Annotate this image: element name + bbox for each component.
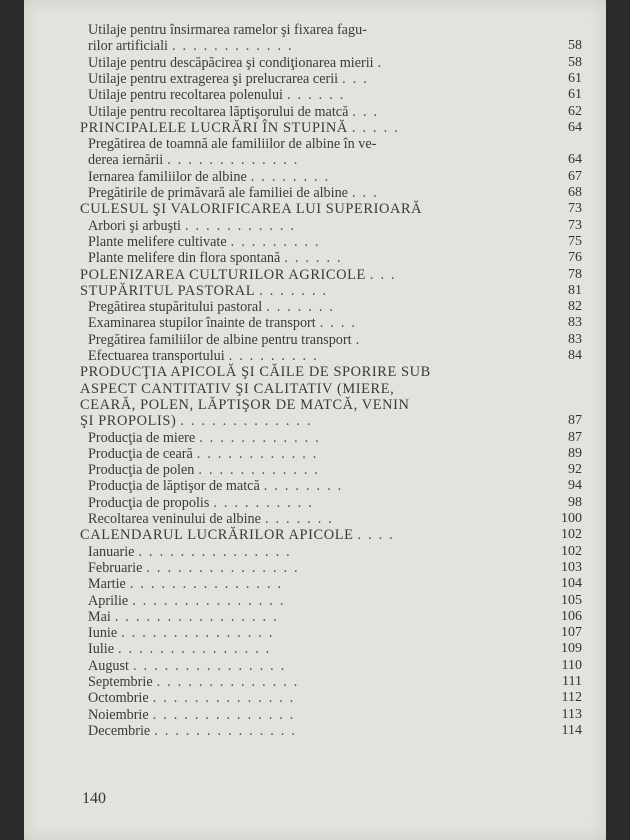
toc-leader-dots: ...............	[138, 543, 297, 560]
toc-entry	[88, 641, 594, 657]
toc-page-number: 94	[568, 478, 582, 494]
toc-leader-dots: .......	[259, 282, 334, 299]
toc-entry	[88, 511, 594, 527]
toc-entry-title: Utilaje pentru descăpăcirea şi condiţionarea mierii	[88, 54, 374, 71]
toc-page-number: 58	[568, 54, 582, 70]
toc-leader-dots: ............	[198, 462, 325, 479]
toc-entry-title: PRODUCŢIA APICOLĂ ŞI CĂILE DE SPORIRE SUB	[80, 364, 431, 381]
toc-page-number: 89	[568, 445, 582, 461]
toc-leader-dots: .........	[230, 233, 326, 250]
toc-entry-title: Februarie	[88, 559, 143, 576]
toc-entry	[88, 462, 594, 478]
toc-entry	[88, 495, 594, 511]
toc-entry-title: Efectuarea transportului	[88, 348, 225, 364]
toc-page-number: 68	[568, 185, 582, 200]
toc-entry-title: Utilaje pentru extragerea şi prelucrarea cerii	[88, 70, 339, 87]
toc-section-heading	[80, 527, 594, 543]
toc-entry-title: Arbori şi arbuşti	[88, 217, 181, 234]
toc-page-number: 110	[561, 657, 582, 673]
toc-leader-dots: ...............	[146, 559, 305, 576]
toc-page-number: 87	[568, 413, 582, 429]
toc-entry-title: Iunie	[88, 625, 118, 642]
toc-leader-dots: ...............	[121, 625, 280, 642]
toc-section-heading	[80, 201, 594, 217]
toc-entry	[88, 332, 594, 348]
toc-entry-title: PRINCIPALELE LUCRĂRI ÎN STUPINĂ	[80, 119, 348, 136]
toc-leader-dots: ..........	[213, 494, 319, 511]
toc-entry	[88, 658, 594, 674]
toc-leader-dots: .......	[266, 299, 340, 316]
toc-entry-title: Pregătirea familiilor de albine pentru transport	[88, 331, 352, 348]
toc-section-heading	[80, 381, 594, 397]
toc-entry-title: Producţia de propolis	[88, 494, 210, 511]
toc-page-number: 64	[568, 152, 582, 168]
toc-entry-title: Aprilie	[88, 592, 129, 609]
toc-entry	[88, 299, 594, 315]
toc-page-number: 102	[561, 527, 582, 543]
toc-entry	[88, 707, 594, 723]
toc-entry	[88, 446, 594, 462]
toc-leader-dots: ........	[263, 478, 349, 495]
toc-page-number: 102	[561, 543, 582, 559]
toc-entry-title: Utilaje pentru recoltarea lăptişorului de matcă	[88, 103, 349, 120]
toc-leader-dots: ...	[342, 70, 374, 87]
toc-section-heading	[80, 120, 594, 136]
toc-page-number: 107	[561, 625, 582, 641]
toc-leader-dots: ......	[284, 250, 348, 267]
toc-entry-title: ŞI PROPOLIS)	[80, 413, 177, 430]
toc-leader-dots: .	[377, 54, 389, 71]
toc-entry	[88, 625, 594, 641]
toc-entry-title: Pregătirile de primăvară ale familiei de albine	[88, 185, 348, 201]
toc-leader-dots: ...	[351, 185, 384, 201]
toc-entry-title: Utilaje pentru însirmarea ramelor şi fixarea fagu-	[88, 22, 367, 38]
toc-entry-title: Iernarea familiilor de albine	[88, 168, 247, 185]
toc-page-number: 58	[568, 38, 582, 54]
toc-entry	[88, 55, 594, 71]
toc-leader-dots: .........	[228, 348, 324, 364]
toc-entry-title: Producţia de ceară	[88, 445, 193, 462]
toc-entry-title: August	[88, 657, 129, 674]
toc-leader-dots: ............	[199, 429, 326, 446]
toc-page-number: 61	[568, 70, 582, 86]
toc-entry-title: CALENDARUL LUCRĂRILOR APICOLE	[80, 527, 354, 544]
toc-leader-dots: ...	[352, 103, 385, 120]
toc-page-number: 75	[568, 233, 582, 249]
toc-entry-title: Examinarea stupilor înainte de transport	[88, 315, 316, 332]
toc-entry-title: Octombrie	[88, 690, 149, 707]
toc-entry	[88, 22, 594, 38]
toc-page-number: 64	[568, 119, 582, 135]
toc-page-number: 61	[568, 87, 582, 103]
toc-entry	[88, 250, 594, 266]
toc-page-number: 78	[568, 266, 582, 282]
toc-page-number: 114	[561, 722, 582, 738]
toc-entry	[88, 430, 594, 446]
toc-entry-title: Iulie	[88, 641, 114, 658]
toc-entry-title: Septembrie	[88, 674, 153, 690]
toc-entry	[88, 544, 594, 560]
toc-page-number: 83	[568, 315, 582, 331]
toc-entry	[88, 152, 594, 168]
toc-page-number: 62	[568, 103, 582, 119]
toc-entry	[88, 348, 594, 364]
toc-entry	[88, 723, 594, 739]
toc-entry-title: rilor artificiali	[88, 38, 168, 55]
toc-entry-title: Utilaje pentru recoltarea polenului	[88, 87, 283, 104]
toc-leader-dots: ...	[369, 266, 402, 283]
toc-entry-title: ASPECT CANTITATIV ŞI CALITATIV (MIERE,	[80, 380, 395, 397]
toc-leader-dots: ............	[171, 38, 299, 55]
toc-entry	[88, 478, 594, 494]
toc-entry	[88, 674, 594, 690]
toc-entry-title: CULESUL ŞI VALORIFICAREA LUI SUPERIOARĂ	[80, 201, 423, 218]
toc-entry-title: Plante melifere cultivate	[88, 233, 227, 250]
toc-entry	[88, 169, 594, 185]
toc-leader-dots: ...........	[185, 217, 302, 234]
toc-page-number: 67	[568, 168, 582, 184]
toc-entry-title: Decembrie	[88, 722, 151, 739]
toc-leader-dots: .....	[351, 119, 405, 136]
toc-section-heading	[80, 397, 594, 413]
toc-page-number: 81	[568, 282, 582, 298]
toc-leader-dots: ..............	[156, 674, 305, 690]
toc-page-number: 83	[568, 331, 582, 347]
toc-entry-title: Pregătirea stupăritului pastoral	[88, 299, 263, 316]
toc-leader-dots: ...............	[132, 592, 291, 609]
toc-page-number: 109	[561, 641, 582, 657]
toc-entry	[88, 234, 594, 250]
toc-page-number: 92	[568, 462, 582, 478]
toc-leader-dots: ................	[114, 608, 284, 625]
toc-leader-dots: .............	[167, 152, 305, 169]
toc-page-number: 73	[568, 217, 582, 233]
toc-section-heading	[80, 364, 594, 380]
toc-entry-title: CEARĂ, POLEN, LĂPTIŞOR DE MATCĂ, VENIN	[80, 396, 410, 413]
toc-page-number: 100	[561, 511, 582, 526]
toc-entry	[88, 136, 594, 152]
toc-leader-dots: ..............	[152, 690, 301, 707]
toc-entry	[88, 576, 594, 592]
toc-entry-title: derea iernării	[88, 152, 164, 169]
toc-leader-dots: ...............	[133, 657, 292, 674]
toc-entry-title: POLENIZAREA CULTURILOR AGRICOLE	[80, 266, 366, 283]
toc-entry	[88, 218, 594, 234]
toc-entry-title: Producţia de miere	[88, 429, 196, 446]
toc-page-number: 105	[561, 592, 582, 608]
toc-page-number: 87	[568, 429, 582, 445]
toc-entry	[88, 104, 594, 120]
toc-entry-title: Pregătirea de toamnă ale familiilor de albine în ve-	[88, 136, 377, 153]
toc-entry-title: Martie	[88, 576, 126, 593]
toc-entry	[88, 38, 594, 54]
toc-leader-dots: .............	[180, 413, 318, 430]
toc-entry	[88, 690, 594, 706]
toc-entry	[88, 71, 594, 87]
toc-entry-title: Plante melifere din flora spontană	[88, 250, 281, 267]
toc-entry-title: Producţia de polen	[88, 462, 195, 479]
toc-page-number: 113	[561, 706, 582, 722]
toc-page-number: 104	[561, 576, 582, 592]
toc-leader-dots: .......	[264, 511, 339, 527]
toc-leader-dots: ..............	[154, 722, 302, 739]
toc-page-number: 111	[562, 674, 582, 689]
toc-entry	[88, 87, 594, 103]
toc-leader-dots: ....	[357, 527, 400, 544]
toc-page-number: 76	[568, 250, 582, 266]
toc-leader-dots: ...............	[118, 641, 277, 658]
toc-section-heading	[80, 283, 594, 299]
toc-entry	[88, 185, 594, 201]
toc-entry	[88, 609, 594, 625]
toc-entry	[88, 593, 594, 609]
toc-leader-dots: .	[355, 331, 367, 348]
toc-section-heading	[80, 413, 594, 429]
toc-entry-title: Noiembrie	[88, 706, 149, 723]
toc-entry-title: STUPĂRITUL PASTORAL	[80, 282, 256, 299]
toc-leader-dots: ....	[319, 315, 362, 332]
toc-entry	[88, 560, 594, 576]
toc-page-number: 106	[561, 608, 582, 624]
toc-leader-dots: ........	[250, 168, 336, 185]
table-of-contents	[24, 0, 606, 840]
toc-page-number: 103	[561, 559, 582, 575]
toc-leader-dots: ...............	[129, 576, 289, 593]
toc-page-number: 98	[568, 494, 582, 510]
toc-entry-title: Recoltarea veninului de albine	[88, 511, 261, 527]
toc-entry-title: Ianuarie	[88, 543, 135, 560]
toc-entry-title: Producţia de lăptişor de matcă	[88, 478, 260, 495]
toc-page-number: 84	[568, 348, 582, 363]
toc-section-heading	[80, 267, 594, 283]
page-number: 140	[82, 790, 106, 807]
toc-leader-dots: ............	[196, 445, 324, 462]
toc-entry-title: Mai	[88, 608, 111, 625]
toc-entry	[88, 315, 594, 331]
toc-leader-dots: ..............	[152, 706, 301, 723]
toc-page-number: 112	[561, 690, 582, 706]
book-page	[24, 0, 606, 840]
toc-page-number: 82	[568, 299, 582, 315]
toc-leader-dots: ......	[287, 87, 351, 104]
toc-page-number: 73	[568, 201, 582, 217]
